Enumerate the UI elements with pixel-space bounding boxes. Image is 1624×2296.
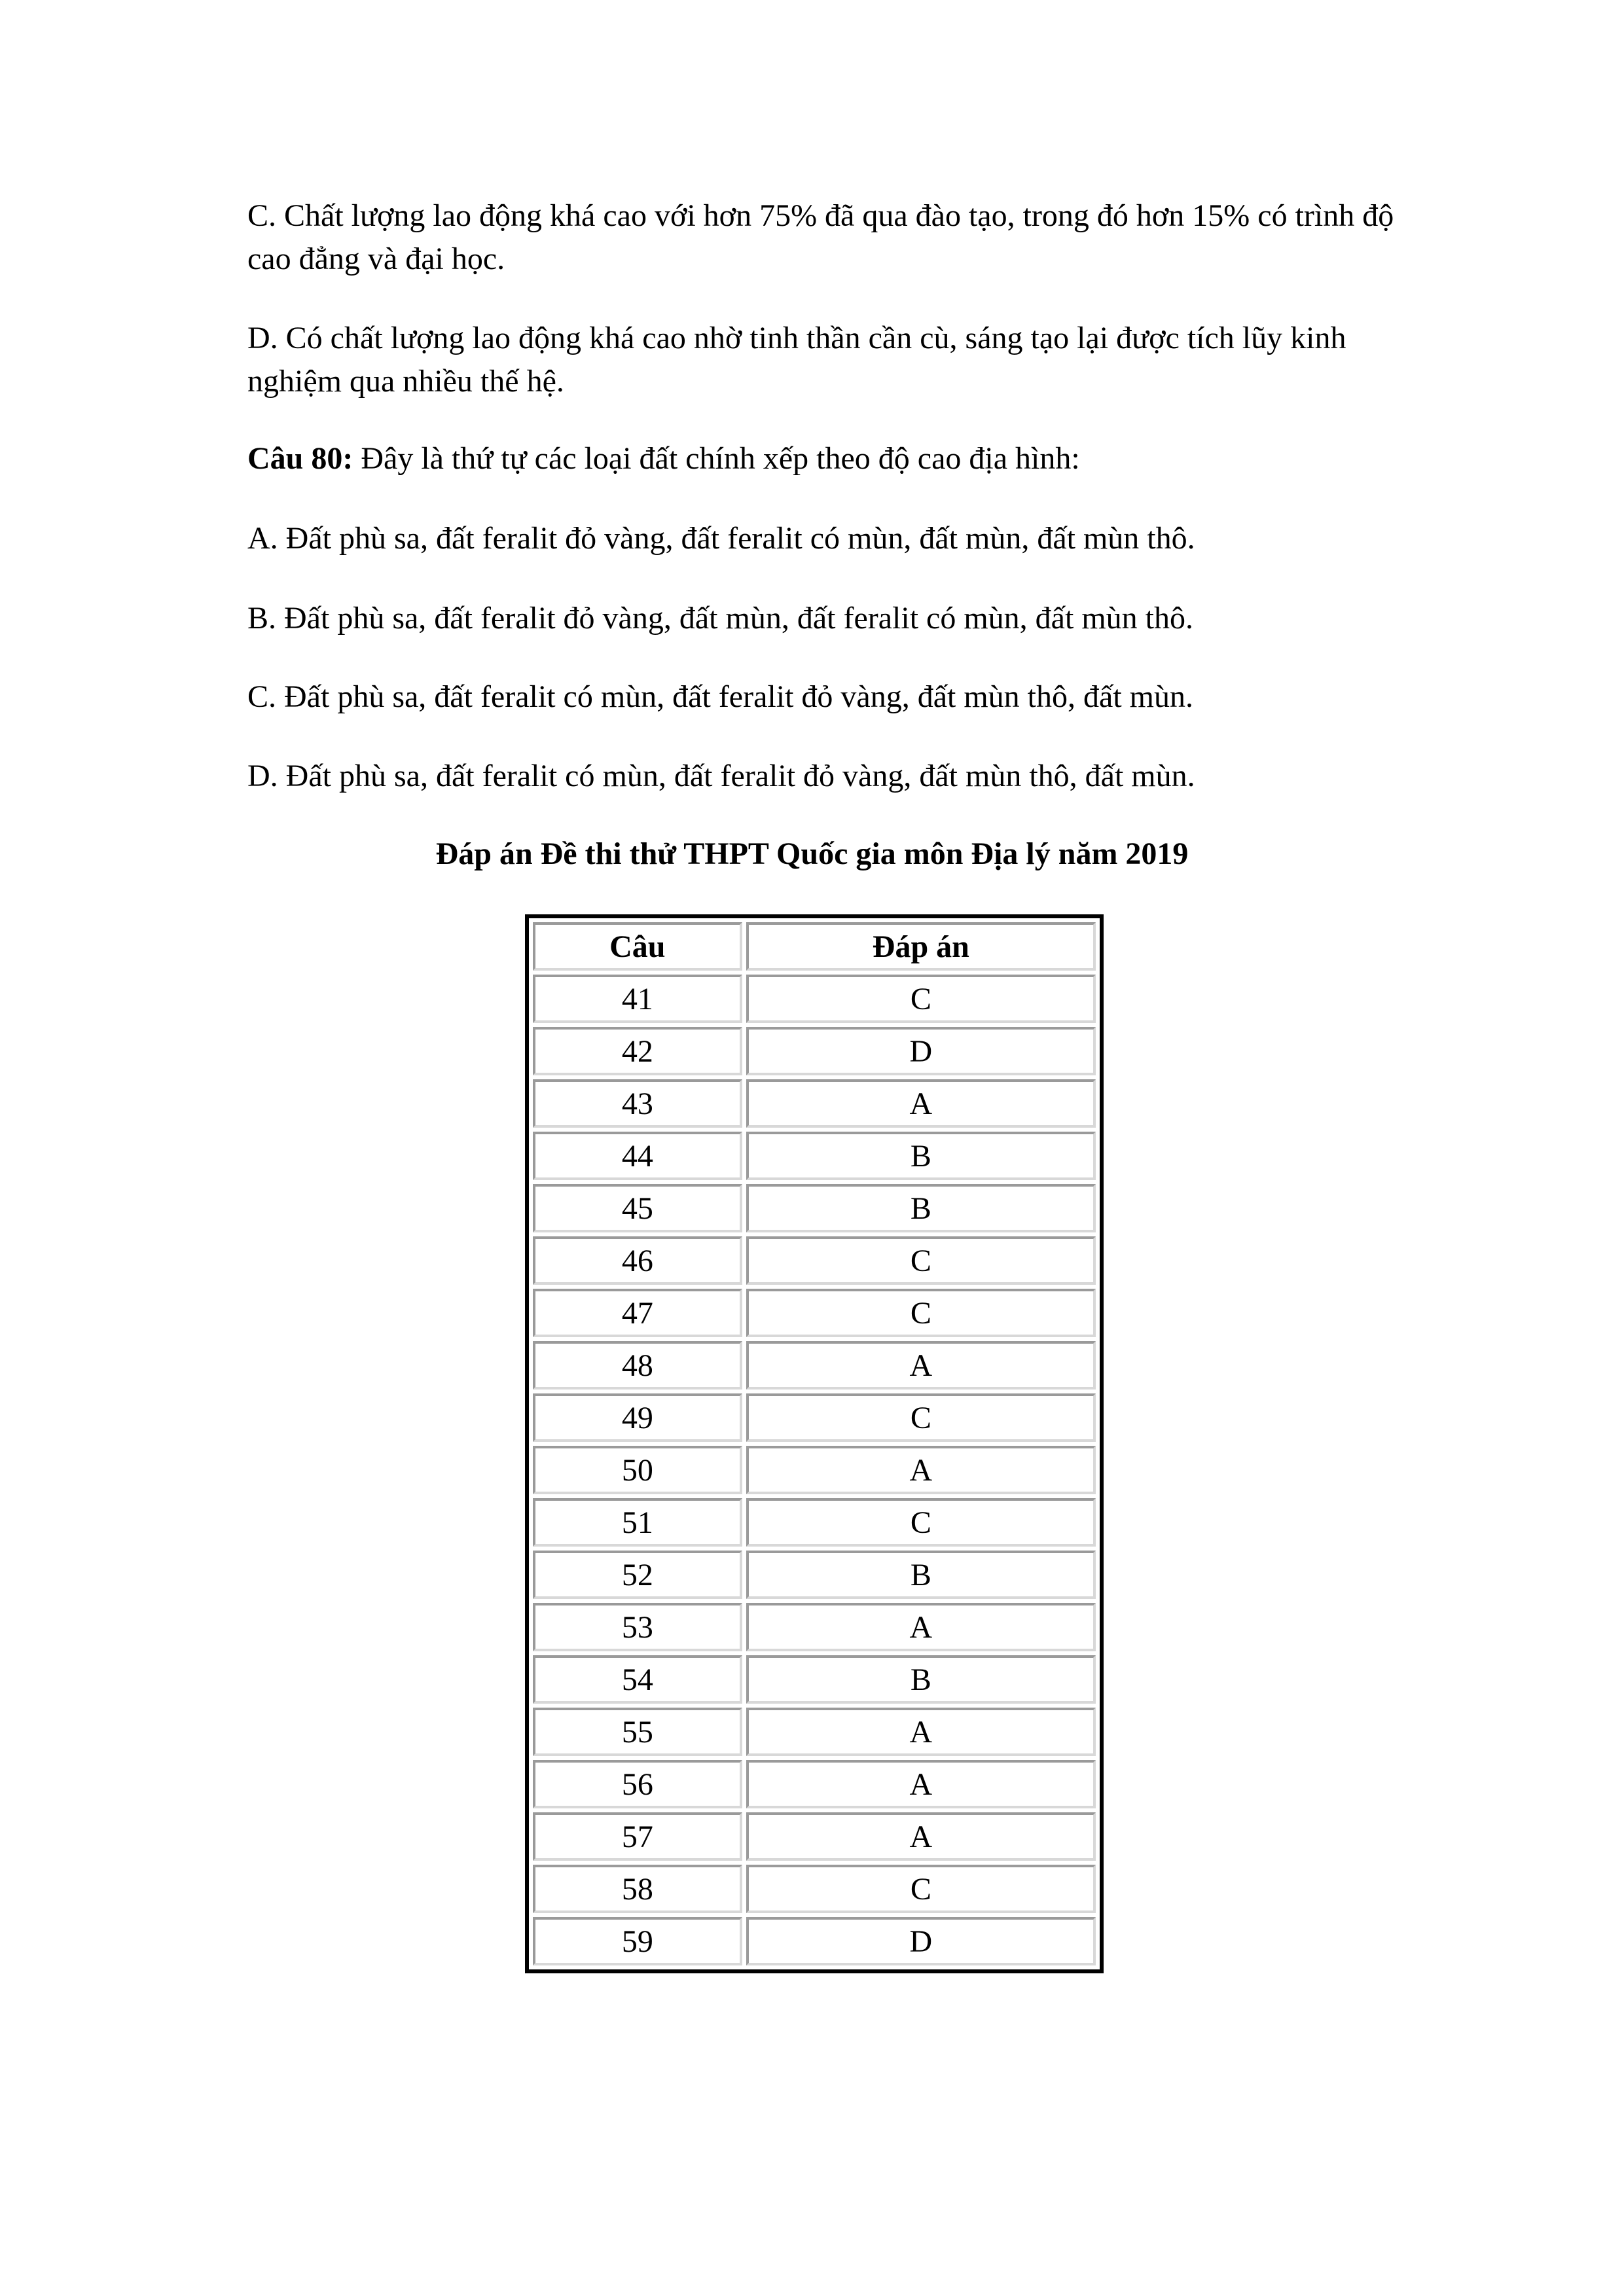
table-row: [533, 1236, 1096, 1285]
option-d-q79: [247, 317, 1399, 403]
option-d-q80-text: D. Đất phù sa, đất feralit có mùn, đất feralit đỏ vàng, đất mùn thô, đất mùn.: [247, 759, 1195, 793]
answer-letter: A: [746, 1446, 1096, 1494]
question-number: 42: [533, 1027, 742, 1075]
question-number: 56: [533, 1760, 742, 1808]
question-number: 46: [533, 1236, 742, 1285]
question-number: 50: [533, 1446, 742, 1494]
answer-letter: B: [746, 1655, 1096, 1704]
table-row: [533, 1917, 1096, 1965]
question-number: 41: [533, 975, 742, 1023]
table-row: [533, 1446, 1096, 1494]
option-a-q80-text: A. Đất phù sa, đất feralit đỏ vàng, đất feralit có mùn, đất mùn, đất mùn thô.: [247, 521, 1195, 556]
question-number: 59: [533, 1917, 742, 1965]
option-d-q79-text: D. Có chất lượng lao động khá cao nhờ tinh thần cần cù, sáng tạo lại được tích lũy kinh nghiệm qua nhiều thế hệ.: [247, 321, 1346, 399]
option-c-q79-text: C. Chất lượng lao động khá cao với hơn 75% đã qua đào tạo, trong đó hơn 15% có trình độ cao đẳng và đại học.: [247, 198, 1394, 276]
question-number: 52: [533, 1551, 742, 1599]
header-answer: Đáp án: [746, 922, 1096, 971]
option-c-q79: [247, 194, 1399, 281]
answer-letter: B: [746, 1551, 1096, 1599]
answer-letter: A: [746, 1341, 1096, 1390]
question-number: 51: [533, 1498, 742, 1547]
question-number: 49: [533, 1393, 742, 1442]
table-row: [533, 1079, 1096, 1128]
question-number: 47: [533, 1289, 742, 1337]
table-row: [533, 1132, 1096, 1180]
table-row: [533, 1498, 1096, 1547]
table-row: [533, 1393, 1096, 1442]
option-d-q80: [247, 755, 1399, 798]
question-number: 53: [533, 1603, 742, 1651]
table-row: [533, 1708, 1096, 1756]
question-number: 45: [533, 1184, 742, 1232]
table-header-row: [533, 922, 1096, 971]
table-row: [533, 1289, 1096, 1337]
table-row: [533, 1603, 1096, 1651]
table-row: [533, 1865, 1096, 1913]
answer-key-table: [525, 914, 1104, 1973]
answer-letter: B: [746, 1132, 1096, 1180]
header-question: Câu: [533, 922, 742, 971]
table-row: [533, 1184, 1096, 1232]
answer-letter: A: [746, 1603, 1096, 1651]
table-row: [533, 1341, 1096, 1390]
answer-letter: C: [746, 1498, 1096, 1547]
option-b-q80: [247, 597, 1399, 640]
answer-letter: D: [746, 1917, 1096, 1965]
question-number: 54: [533, 1655, 742, 1704]
answer-letter: A: [746, 1760, 1096, 1808]
question-number: 55: [533, 1708, 742, 1756]
table-row: [533, 1760, 1096, 1808]
question-number: 48: [533, 1341, 742, 1390]
question-number: 44: [533, 1132, 742, 1180]
option-a-q80: [247, 517, 1399, 560]
question-number: 43: [533, 1079, 742, 1128]
answer-letter: C: [746, 975, 1096, 1023]
question-80-text: Đây là thứ tự các loại đất chính xếp theo độ cao địa hình:: [353, 441, 1080, 476]
option-c-q80-text: C. Đất phù sa, đất feralit có mùn, đất feralit đỏ vàng, đất mùn thô, đất mùn.: [247, 679, 1193, 714]
table-row: [533, 1812, 1096, 1861]
answer-letter: C: [746, 1236, 1096, 1285]
answer-letter: C: [746, 1393, 1096, 1442]
question-80-label: Câu 80:: [247, 441, 353, 476]
answer-letter: C: [746, 1865, 1096, 1913]
answer-letter: A: [746, 1079, 1096, 1128]
answer-key-title: Đáp án Đề thi thử THPT Quốc gia môn Địa lý năm 2019: [435, 836, 1189, 871]
question-number: 57: [533, 1812, 742, 1861]
table-row: [533, 1027, 1096, 1075]
table-row: [533, 1655, 1096, 1704]
answer-letter: D: [746, 1027, 1096, 1075]
answer-letter: A: [746, 1812, 1096, 1861]
answer-letter: C: [746, 1289, 1096, 1337]
option-c-q80: [247, 675, 1399, 719]
table-row: [533, 975, 1096, 1023]
question-number: 58: [533, 1865, 742, 1913]
answer-letter: B: [746, 1184, 1096, 1232]
question-80: [247, 437, 1399, 480]
answer-letter: A: [746, 1708, 1096, 1756]
option-b-q80-text: B. Đất phù sa, đất feralit đỏ vàng, đất mùn, đất feralit có mùn, đất mùn thô.: [247, 601, 1193, 636]
table-row: [533, 1551, 1096, 1599]
